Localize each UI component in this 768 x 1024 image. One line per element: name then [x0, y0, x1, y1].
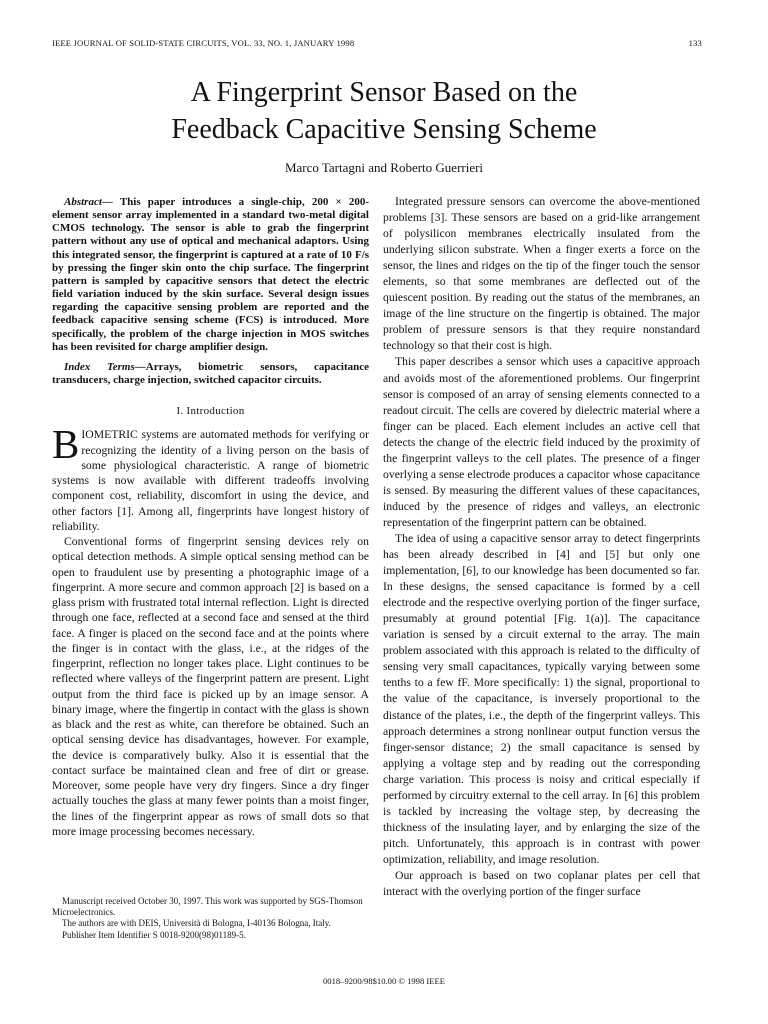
abstract-text: This paper introduces a single-chip, 200 × 200-element sensor array implemented in a standard two-metal digital CMOS technology. The sensor is able to grab the fingerprint pattern without any use of optical and mechanical adaptors. Using this integrated sensor, the fingerprint is captured at a rate of 10 F/s by pressing the finger skin onto the chip surface. The fingerprint pattern is sampled by capacitive sensors that detect the electric field variation induced by the skin surface. Several design issues regarding the capacitive sensing problem are reported and the feedback capacitive sensing scheme (FCS) is introduced. More specifically, the problem of the charge injection in MOS switches has been revisited for charge amplifier design.	[52, 196, 369, 353]
copyright-footer: 0018–9200/98$10.00 © 1998 IEEE	[322, 976, 446, 986]
paper-title-line-2: Feedback Capacitive Sensing Scheme	[171, 114, 597, 145]
index-terms	[52, 361, 369, 387]
left-column	[52, 196, 369, 839]
footnotes	[52, 896, 369, 941]
footnote-identifier: Publisher Item Identifier S 0018-9200(98)01189-5.	[62, 929, 246, 940]
index-terms-label: Index Terms—	[64, 360, 146, 373]
footnote-manuscript: Manuscript received October 30, 1997. This work was supported by SGS-Thomson Microelectronics.	[52, 896, 363, 918]
paragraph-prior-art: The idea of using a capacitive sensor array to detect fingerprints has been already described in [4] and [5] but only one implementation, [6], to our knowledge has been documented so far. In these designs, the sensed capacitance is formed by a cell electrode and the respective overlying portion of the finger surface, presumably at ground potential [Fig. 1(a)]. The capacitance variation is sensed by a circuit external to the array. The main problem associated with this approach is related to the difficulty of sensing very small capacitances, typically varying between some tenths to a few fF. More specifically: 1) the signal, proportional to the value of the capacitance, is inversely proportional to the distance of the plates, i.e., the depth of the fingerprint valleys. This approach determines a strong nonlinear output function versus the finger-sensor distance; 2) the small capacitance is sensed by applying a voltage step and by reading out the corresponding charge variation. This process is noisy and critical especially if performed by circuitry external to the cell array. In [6] this problem is tackled by increasing the voltage step, by decreasing the thickness of the insulating layer, and by enlarging the size of the pitch. Unfortunately, this approach is in contrast with power optimization, reliability, and image resolution.	[383, 531, 700, 866]
journal-header: IEEE JOURNAL OF SOLID-STATE CIRCUITS, VOL. 33, NO. 1, JANUARY 1998	[52, 38, 355, 48]
right-column	[383, 194, 700, 900]
drop-cap: B	[52, 421, 80, 468]
section-numeral: I.	[176, 405, 184, 418]
intro-paragraph-2: Conventional forms of fingerprint sensing devices rely on optical detection methods. A simple optical sensing method can be open to fraudulent use by presenting a photographic image of a fingerprint. A more secure and common approach [2] is based on a glass prism with frustrated total internal reflection. Light is directed through one face, reflected at a second face and sensed at the third face. A finger is placed on the second face and at the points where the finger is in contact with the glass, i.e., at the ridges of the fingerprint, reflection no longer takes place. Light continues to be reflected where valleys of the fingerprint pattern are present. Light output from the third face is picked up by an image sensor. A binary image, where the fingertip in contact with the glass is shown as black and the rest as white, can therefore be obtained. Such an optical sensing device has disadvantages, however. For example, the device is comparatively bulky. Also it is essential that the contact surface be maintained clean and free of dirt or grease. Moreover, some people have very dry fingers. Since a dry finger actually touches the glass at many fewer points than a moist finger, the lines of the fingerprint appear as rows of small dots so that more image processing becomes necessary.	[52, 535, 369, 838]
section-title: Introduction	[186, 405, 245, 418]
paragraph-capacitive-approach: This paper describes a sensor which uses a capacitive approach and avoids most of the aforementioned problems. Our fingerprint sensor is composed of an array of sensing elements connected to a readout circuit. The cells are covered by dielectric material where a finger can be placed. Each element includes an active cell that detects the change of the electric field induced by the proximity of the fingerprint valleys to the cell plates. The presence of a finger overlying a sense electrode produces a capacitor whose capacitance is sensed. By measuring the different values of these capacitances, induced by the presence of ridges and valleys, an electronic representation of the fingerprint pattern can be obtained.	[383, 355, 700, 529]
paragraph-pressure-sensors: Integrated pressure sensors can overcome the above-mentioned problems [3]. These sensors are based on a grid-like arrangement of polysilicon membranes electrically insulated from the underlying silicon substrate. When a finger exerts a force on the sensor, the lines and ridges on the tip of the finger touch the sensor elements, so that some membranes are deflected out of the quiescent position. By reading out the status of the membranes, an image of the line structure on the fingertip is obtained. The major problem of pressure sensors is that they require nonstandard technology so that their cost is high.	[383, 195, 700, 353]
intro-paragraph-1	[52, 421, 369, 534]
abstract-label: Abstract—	[64, 196, 113, 208]
page-number: 133	[688, 38, 702, 48]
section-heading-introduction	[52, 404, 369, 419]
index-terms-text: Arrays, biometric sensors, capacitance transducers, charge injection, switched capacitor circuits.	[52, 360, 369, 387]
paragraph-our-approach: Our approach is based on two coplanar plates per cell that interact with the overlying portion of the finger surface	[383, 868, 700, 899]
abstract	[52, 196, 369, 354]
intro-paragraph-1-text: IOMETRIC systems are automated methods for verifying or recognizing the identity of a living person on the basis of some physiological characteristic. A range of biometric systems is now available with different tradeoffs involving component cost, reliability, discomfort in using the device, and other factors [1]. Among all, fingerprints have longest history of reliability.	[52, 428, 369, 533]
footnote-affiliation: The authors are with DEIS, Università di Bologna, I-40136 Bologna, Italy.	[62, 918, 331, 929]
author-list: Marco Tartagni and Roberto Guerrieri	[284, 160, 484, 175]
running-head	[52, 38, 702, 48]
paper-title-line-1: A Fingerprint Sensor Based on the	[190, 77, 578, 108]
title-block	[0, 74, 768, 176]
